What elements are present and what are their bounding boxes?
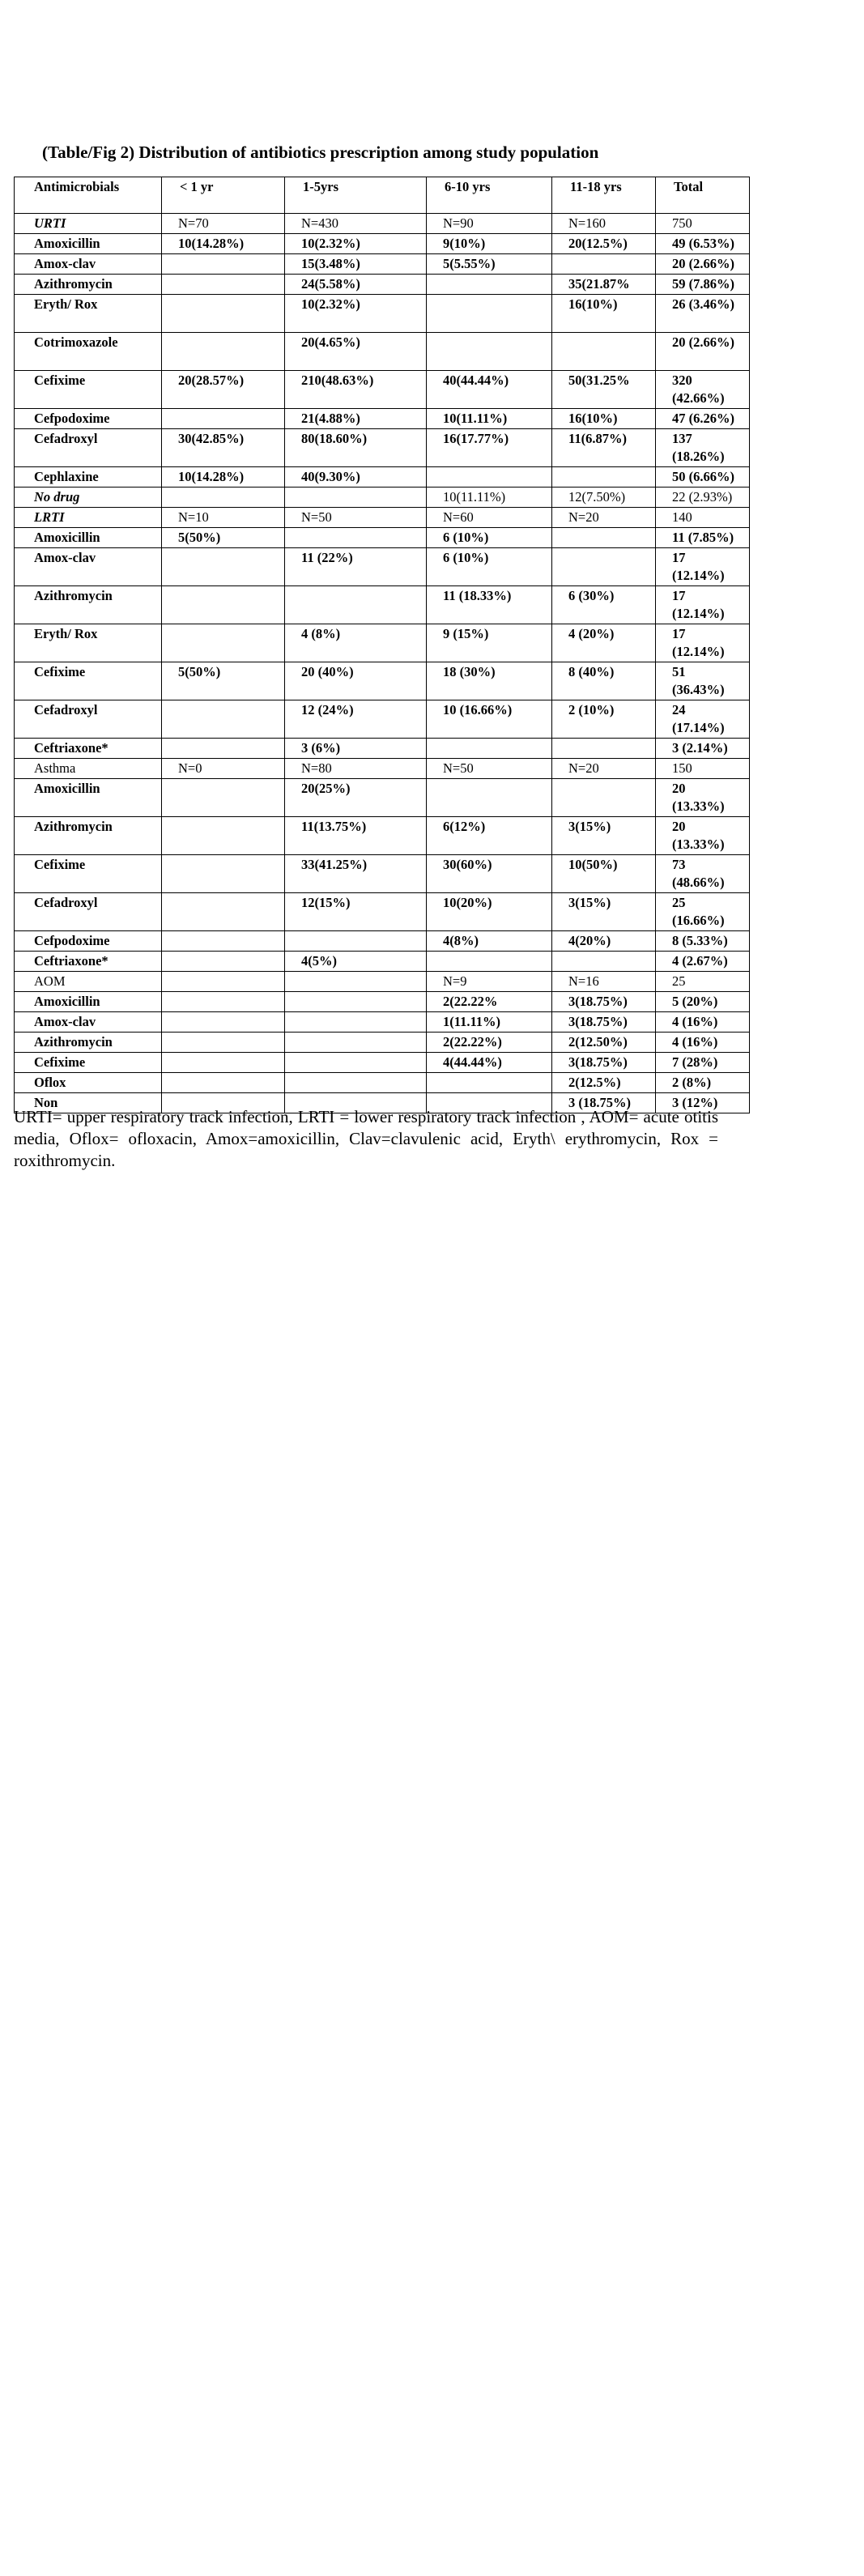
table-cell: 7 (28%) xyxy=(656,1053,750,1073)
table-cell: 11(13.75%) xyxy=(285,817,427,855)
table-cell: 21(4.88%) xyxy=(285,409,427,429)
table-cell: 16(10%) xyxy=(552,409,656,429)
table-cell: N=80 xyxy=(285,759,427,779)
table-row xyxy=(15,624,750,662)
table-cell: 3(15%) xyxy=(552,893,656,931)
table-cell: 17 (12.14%) xyxy=(656,548,750,586)
table-cell: 3(18.75%) xyxy=(552,1053,656,1073)
table-cell: 73 (48.66%) xyxy=(656,855,750,893)
table-row xyxy=(15,893,750,931)
row-label-cell: Cefixime xyxy=(15,855,162,893)
header-cell: 11-18 yrs xyxy=(552,177,656,214)
table-cell: 5(5.55%) xyxy=(427,254,552,275)
table-cell: 30(42.85%) xyxy=(162,429,285,467)
table-cell: 59 (7.86%) xyxy=(656,275,750,295)
row-label-cell: Cefpodoxime xyxy=(15,931,162,952)
table-cell xyxy=(427,295,552,333)
table-cell: N=70 xyxy=(162,214,285,234)
group-row xyxy=(15,488,750,508)
table-cell xyxy=(162,739,285,759)
table-row xyxy=(15,952,750,972)
table-cell: 24(5.58%) xyxy=(285,275,427,295)
table-cell xyxy=(162,333,285,371)
row-label-cell: AOM xyxy=(15,972,162,992)
table-row xyxy=(15,931,750,952)
table-cell xyxy=(162,586,285,624)
table-cell: 10 (16.66%) xyxy=(427,700,552,739)
row-label-cell: Azithromycin xyxy=(15,586,162,624)
table-cell xyxy=(427,1073,552,1093)
table-row xyxy=(15,467,750,488)
table-cell xyxy=(285,488,427,508)
row-label-cell: Cefadroxyl xyxy=(15,429,162,467)
table-cell: 5(50%) xyxy=(162,528,285,548)
table-cell xyxy=(162,817,285,855)
table-cell: 4 (8%) xyxy=(285,624,427,662)
table-cell: 20 (13.33%) xyxy=(656,817,750,855)
table-cell: 8 (40%) xyxy=(552,662,656,700)
table-cell: 24 (17.14%) xyxy=(656,700,750,739)
row-label-cell: Amox-clav xyxy=(15,254,162,275)
table-cell: 10(50%) xyxy=(552,855,656,893)
antibiotics-table xyxy=(14,177,750,1113)
table-cell: 4 (2.67%) xyxy=(656,952,750,972)
table-cell: N=90 xyxy=(427,214,552,234)
table-cell: 3(18.75%) xyxy=(552,1012,656,1033)
row-label-cell: Cefadroxyl xyxy=(15,893,162,931)
table-cell: 12(7.50%) xyxy=(552,488,656,508)
table-row xyxy=(15,409,750,429)
table-cell: 9(10%) xyxy=(427,234,552,254)
table-cell xyxy=(427,779,552,817)
table-cell: 25 (16.66%) xyxy=(656,893,750,931)
table-cell: 2(12.50%) xyxy=(552,1033,656,1053)
table-cell: N=9 xyxy=(427,972,552,992)
table-cell: 51 (36.43%) xyxy=(656,662,750,700)
table-cell: 2(12.5%) xyxy=(552,1073,656,1093)
row-label-cell: Cefixime xyxy=(15,662,162,700)
table-cell xyxy=(162,275,285,295)
row-label-cell: Cefixime xyxy=(15,371,162,409)
row-label-cell: Eryth/ Rox xyxy=(15,624,162,662)
table-cell xyxy=(427,952,552,972)
table-cell: N=20 xyxy=(552,508,656,528)
table-cell: N=50 xyxy=(285,508,427,528)
table-cell xyxy=(552,254,656,275)
row-label-cell: Cotrimoxazole xyxy=(15,333,162,371)
table-row xyxy=(15,254,750,275)
table-cell: N=50 xyxy=(427,759,552,779)
table-cell: N=60 xyxy=(427,508,552,528)
row-label-cell: URTI xyxy=(15,214,162,234)
table-cell: 20(28.57%) xyxy=(162,371,285,409)
table-cell: 10(14.28%) xyxy=(162,467,285,488)
table-row xyxy=(15,779,750,817)
table-cell: 10(11.11%) xyxy=(427,488,552,508)
table-cell: 40(44.44%) xyxy=(427,371,552,409)
table-row xyxy=(15,1033,750,1053)
table-cell: 3 (18.75%) xyxy=(552,1093,656,1113)
table-cell: 4(5%) xyxy=(285,952,427,972)
row-label-cell: Amoxicillin xyxy=(15,992,162,1012)
row-label-cell: Amoxicillin xyxy=(15,234,162,254)
group-row xyxy=(15,214,750,234)
table-cell: 20(12.5%) xyxy=(552,234,656,254)
table-cell xyxy=(162,624,285,662)
table-cell: 2(22.22% xyxy=(427,992,552,1012)
table-cell: 3(18.75%) xyxy=(552,992,656,1012)
table-cell: N=20 xyxy=(552,759,656,779)
table-cell: 11 (18.33%) xyxy=(427,586,552,624)
table-cell: 10(20%) xyxy=(427,893,552,931)
table-cell: 50(31.25% xyxy=(552,371,656,409)
table-row xyxy=(15,1053,750,1073)
table-cell: 6 (10%) xyxy=(427,528,552,548)
header-cell: Total xyxy=(656,177,750,214)
table-cell: 20 (40%) xyxy=(285,662,427,700)
table-cell: 6 (30%) xyxy=(552,586,656,624)
row-label-cell: Asthma xyxy=(15,759,162,779)
table-row xyxy=(15,817,750,855)
table-cell xyxy=(552,952,656,972)
table-row xyxy=(15,333,750,371)
table-cell xyxy=(285,992,427,1012)
table-cell xyxy=(427,333,552,371)
table-cell xyxy=(552,467,656,488)
table-cell: 5(50%) xyxy=(162,662,285,700)
table-cell: 137 (18.26%) xyxy=(656,429,750,467)
table-cell: N=0 xyxy=(162,759,285,779)
row-label-cell: LRTI xyxy=(15,508,162,528)
table-cell: 11 (22%) xyxy=(285,548,427,586)
table-cell xyxy=(552,548,656,586)
table-cell xyxy=(552,333,656,371)
table-cell: 12 (24%) xyxy=(285,700,427,739)
table-cell xyxy=(162,700,285,739)
table-row xyxy=(15,234,750,254)
table-cell: N=16 xyxy=(552,972,656,992)
table-cell xyxy=(162,254,285,275)
row-label-cell: Azithromycin xyxy=(15,817,162,855)
table-cell: 11 (7.85%) xyxy=(656,528,750,548)
table-row xyxy=(15,662,750,700)
row-label-cell: Cephlaxine xyxy=(15,467,162,488)
table-row xyxy=(15,700,750,739)
table-title: (Table/Fig 2) Distribution of antibiotics prescription among study population xyxy=(42,143,599,162)
row-label-cell: No drug xyxy=(15,488,162,508)
table-cell: 2(22.22%) xyxy=(427,1033,552,1053)
table-cell: 320 (42.66%) xyxy=(656,371,750,409)
row-label-cell: Cefixime xyxy=(15,1053,162,1073)
table-cell: 4 (16%) xyxy=(656,1033,750,1053)
row-label-cell: Cefadroxyl xyxy=(15,700,162,739)
table-cell: N=10 xyxy=(162,508,285,528)
table-cell: 140 xyxy=(656,508,750,528)
table-cell: 5 (20%) xyxy=(656,992,750,1012)
table-cell xyxy=(552,528,656,548)
table-cell xyxy=(162,779,285,817)
table-cell: 18 (30%) xyxy=(427,662,552,700)
table-row xyxy=(15,992,750,1012)
table-row xyxy=(15,1073,750,1093)
table-cell xyxy=(427,275,552,295)
table-body xyxy=(15,177,750,1113)
row-label-cell: Azithromycin xyxy=(15,275,162,295)
table-cell xyxy=(162,488,285,508)
table-cell: 16(17.77%) xyxy=(427,429,552,467)
table-cell xyxy=(552,739,656,759)
table-row xyxy=(15,295,750,333)
table-cell xyxy=(162,931,285,952)
table-cell: 1(11.11%) xyxy=(427,1012,552,1033)
table-cell: 4(20%) xyxy=(552,931,656,952)
table-cell xyxy=(162,1012,285,1033)
table-cell: 33(41.25%) xyxy=(285,855,427,893)
table-cell: 20(4.65%) xyxy=(285,333,427,371)
table-cell xyxy=(162,548,285,586)
table-cell xyxy=(285,1012,427,1033)
group-row xyxy=(15,759,750,779)
table-cell: 210(48.63%) xyxy=(285,371,427,409)
table-cell: 25 xyxy=(656,972,750,992)
table-cell: 6(12%) xyxy=(427,817,552,855)
table-cell xyxy=(162,972,285,992)
table-cell: N=430 xyxy=(285,214,427,234)
table-cell: 750 xyxy=(656,214,750,234)
table-cell: 6 (10%) xyxy=(427,548,552,586)
table-cell xyxy=(162,855,285,893)
table-cell: 30(60%) xyxy=(427,855,552,893)
table-cell: 150 xyxy=(656,759,750,779)
table-row xyxy=(15,1012,750,1033)
table-cell: 4(44.44%) xyxy=(427,1053,552,1073)
table-cell: 50 (6.66%) xyxy=(656,467,750,488)
header-cell: Antimicrobials xyxy=(15,177,162,214)
group-row xyxy=(15,508,750,528)
table-cell: 11(6.87%) xyxy=(552,429,656,467)
row-label-cell: Eryth/ Rox xyxy=(15,295,162,333)
table-cell xyxy=(285,1073,427,1093)
table-cell xyxy=(162,1053,285,1073)
table-cell xyxy=(427,739,552,759)
header-cell: 1-5yrs xyxy=(285,177,427,214)
row-label-cell: Azithromycin xyxy=(15,1033,162,1053)
table-cell xyxy=(285,1053,427,1073)
table-cell: 2 (10%) xyxy=(552,700,656,739)
table-cell: 40(9.30%) xyxy=(285,467,427,488)
row-label-cell: Amoxicillin xyxy=(15,528,162,548)
row-label-cell: Amoxicillin xyxy=(15,779,162,817)
table-row xyxy=(15,548,750,586)
table-cell: 3 (12%) xyxy=(656,1093,750,1113)
table-cell xyxy=(162,409,285,429)
table-cell xyxy=(285,528,427,548)
table-cell: 2 (8%) xyxy=(656,1073,750,1093)
table-cell: 10(2.32%) xyxy=(285,234,427,254)
table-cell xyxy=(552,779,656,817)
table-cell: 10(2.32%) xyxy=(285,295,427,333)
table-cell: N=160 xyxy=(552,214,656,234)
table-cell xyxy=(285,931,427,952)
row-label-cell: Oflox xyxy=(15,1073,162,1093)
table-row xyxy=(15,528,750,548)
table-cell: 3 (2.14%) xyxy=(656,739,750,759)
row-label-cell: Ceftriaxone* xyxy=(15,739,162,759)
table-cell: 12(15%) xyxy=(285,893,427,931)
table-cell: 15(3.48%) xyxy=(285,254,427,275)
table-cell: 20 (2.66%) xyxy=(656,254,750,275)
table-cell xyxy=(162,295,285,333)
table-header-row xyxy=(15,177,750,214)
table-cell xyxy=(285,586,427,624)
table-cell: 26 (3.46%) xyxy=(656,295,750,333)
table-cell: 4 (20%) xyxy=(552,624,656,662)
table-cell: 80(18.60%) xyxy=(285,429,427,467)
table-row xyxy=(15,739,750,759)
row-label-cell: Ceftriaxone* xyxy=(15,952,162,972)
table-cell: 10(14.28%) xyxy=(162,234,285,254)
table-cell: 3 (6%) xyxy=(285,739,427,759)
table-cell xyxy=(285,972,427,992)
table-cell xyxy=(162,1033,285,1053)
header-cell: < 1 yr xyxy=(162,177,285,214)
row-label-cell: Amox-clav xyxy=(15,548,162,586)
table-row xyxy=(15,371,750,409)
table-cell: 10(11.11%) xyxy=(427,409,552,429)
row-label-cell: Amox-clav xyxy=(15,1012,162,1033)
table-cell xyxy=(285,1033,427,1053)
table-cell xyxy=(427,467,552,488)
table-cell xyxy=(162,952,285,972)
table-cell: 3(15%) xyxy=(552,817,656,855)
table-cell: 9 (15%) xyxy=(427,624,552,662)
table-cell: 20 (13.33%) xyxy=(656,779,750,817)
table-row xyxy=(15,429,750,467)
table-cell: 4 (16%) xyxy=(656,1012,750,1033)
table-row xyxy=(15,275,750,295)
table-cell: 17 (12.14%) xyxy=(656,624,750,662)
table-cell xyxy=(162,893,285,931)
table-cell: 35(21.87% xyxy=(552,275,656,295)
table-cell: 8 (5.33%) xyxy=(656,931,750,952)
table-cell: 20 (2.66%) xyxy=(656,333,750,371)
group-row xyxy=(15,972,750,992)
header-cell: 6-10 yrs xyxy=(427,177,552,214)
table-cell: 22 (2.93%) xyxy=(656,488,750,508)
table-cell xyxy=(162,992,285,1012)
table-footnote: URTI= upper respiratory track infection, LRTI = lower respiratory track infection , AOM= acute otitis media, Oflox= ofloxacin, Amox=amoxicillin, Clav=clavulenic acid, Eryth\ erythromycin, Rox = roxithromycin. xyxy=(14,1107,718,1170)
table-row xyxy=(15,586,750,624)
row-label-cell: Cefpodoxime xyxy=(15,409,162,429)
table-cell: 4(8%) xyxy=(427,931,552,952)
row-label-cell: Non xyxy=(15,1093,162,1113)
table-cell: 16(10%) xyxy=(552,295,656,333)
table-cell xyxy=(162,1073,285,1093)
table-cell: 49 (6.53%) xyxy=(656,234,750,254)
table-row xyxy=(15,855,750,893)
table-cell: 47 (6.26%) xyxy=(656,409,750,429)
table-cell: 17 (12.14%) xyxy=(656,586,750,624)
table-cell: 20(25%) xyxy=(285,779,427,817)
